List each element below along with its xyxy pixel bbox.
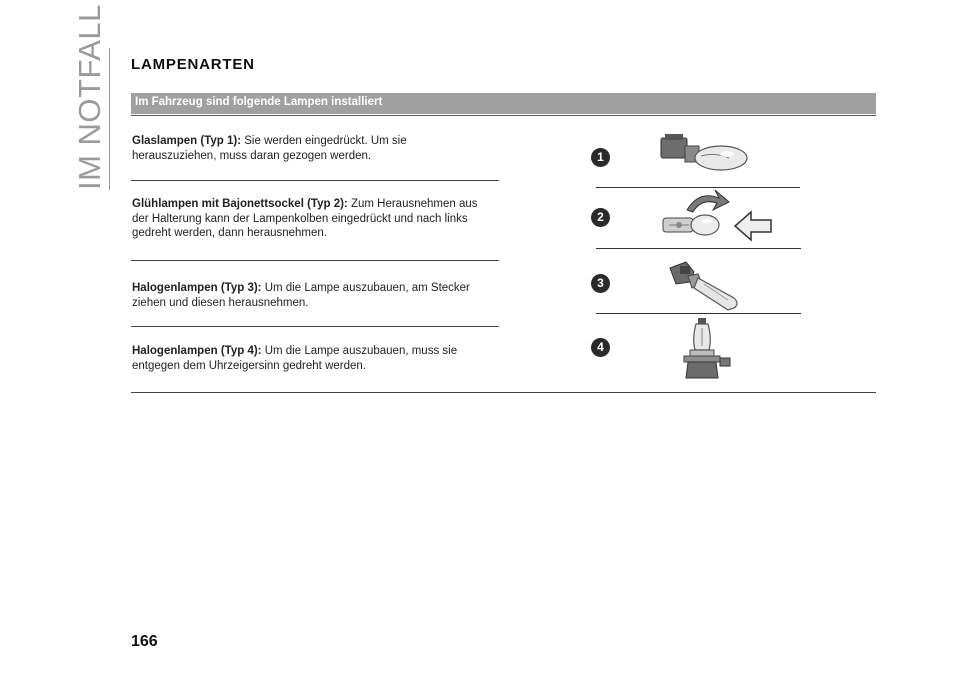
page-number: 166 xyxy=(131,633,158,650)
halogen-bulb-icon xyxy=(664,258,748,314)
figure-label-2: 2 xyxy=(591,208,610,227)
entry-text: entgegen dem Uhrzeigersinn gedreht werden. xyxy=(132,359,366,372)
divider xyxy=(131,180,499,181)
entry-text: Sie werden eingedrückt. Um sie xyxy=(241,135,407,147)
intro-band-text: Im Fahrzeug sind folgende Lampen installiert xyxy=(135,96,383,108)
section-tab-label: IM NOTFALL xyxy=(72,4,107,190)
lamp-entry-type-1 xyxy=(132,134,494,163)
entry-text: ziehen und diesen herausnehmen. xyxy=(132,296,309,309)
intro-band-rule xyxy=(131,115,876,116)
entry-heading: Glühlampen mit Bajonettsockel (Typ 2): xyxy=(132,198,348,210)
figure-label-4: 4 xyxy=(591,338,610,357)
entry-text: der Halterung kann der Lampenkolben eingedrückt und nach links xyxy=(132,212,468,225)
divider xyxy=(131,326,499,327)
section-tab xyxy=(72,4,132,194)
section-bottom-rule xyxy=(131,392,876,393)
entry-text: Um die Lampe auszubauen, am Stecker xyxy=(261,282,470,294)
entry-text: Zum Herausnehmen aus xyxy=(347,198,478,210)
page-title: LAMPENARTEN xyxy=(131,56,255,73)
glass-bulb-icon xyxy=(655,132,765,184)
entry-heading: Halogenlampen (Typ 4): xyxy=(132,345,262,357)
lamp-entry-type-3 xyxy=(132,281,494,310)
entry-heading: Halogenlampen (Typ 3): xyxy=(132,282,262,294)
entry-heading: Glaslampen (Typ 1): xyxy=(132,135,242,147)
intro-band xyxy=(131,93,876,114)
figure-divider xyxy=(596,248,801,249)
figure-label-1: 1 xyxy=(591,148,610,167)
entry-text: gedreht werden, dann herausnehmen. xyxy=(132,227,328,239)
entry-text: Um die Lampe auszubauen, muss sie xyxy=(261,345,458,357)
halogen-h11-bulb-icon xyxy=(676,316,736,384)
figure-label-3: 3 xyxy=(591,274,610,293)
lamp-entry-type-4 xyxy=(132,344,494,373)
section-tab-rule xyxy=(109,48,110,190)
divider xyxy=(131,260,499,261)
entry-text: herauszuziehen, muss daran gezogen werden. xyxy=(132,149,372,162)
lamp-entry-type-2 xyxy=(132,197,494,241)
bayonet-bulb-icon xyxy=(655,188,773,244)
